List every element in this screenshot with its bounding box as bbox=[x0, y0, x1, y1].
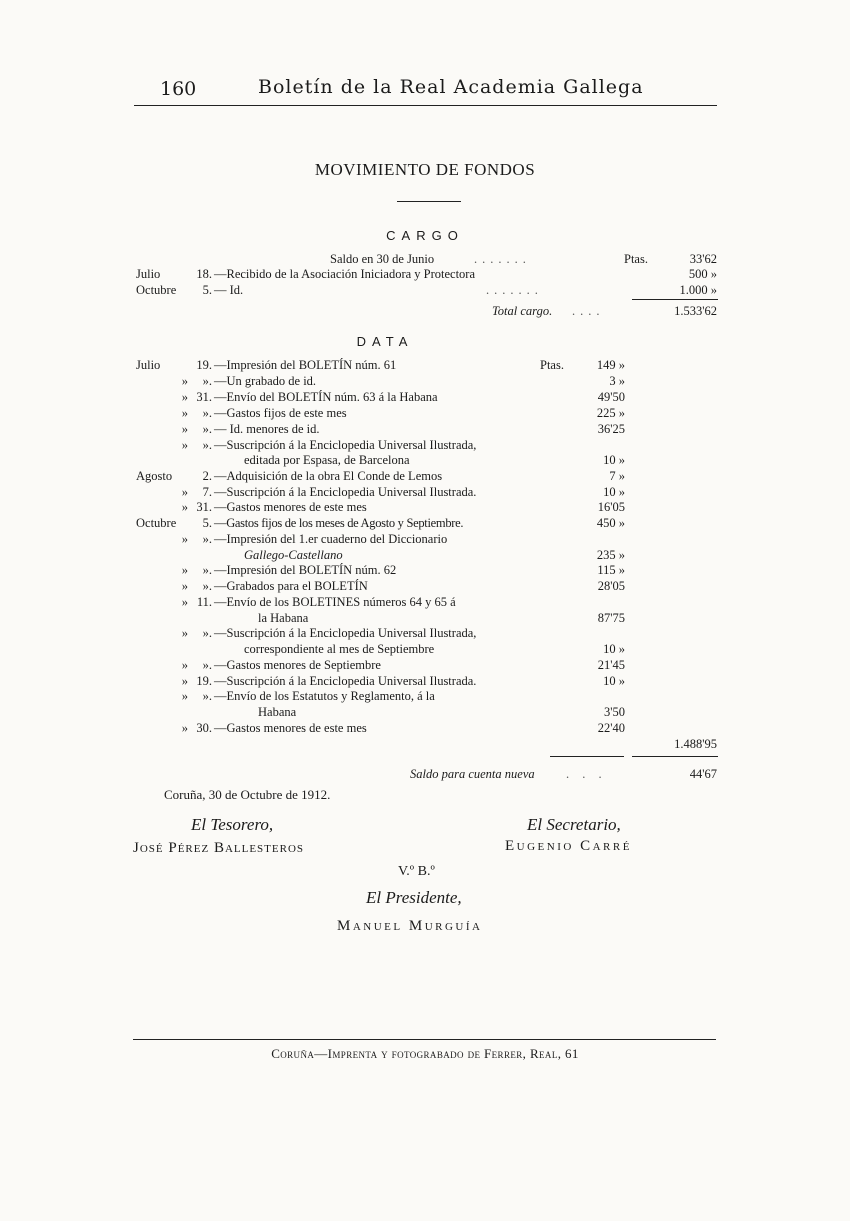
data-row-day: ». bbox=[202, 626, 212, 640]
data-row-day: 31. bbox=[196, 390, 212, 404]
data-row-month: » bbox=[181, 422, 188, 436]
data-row-day: ». bbox=[202, 658, 212, 672]
secretary-title: El Secretario, bbox=[527, 815, 621, 834]
data-row-amount: 16'05 bbox=[597, 500, 625, 514]
data-row-day: ». bbox=[202, 563, 212, 577]
data-row-amount: 7 » bbox=[609, 469, 625, 483]
data-row-text: —Gastos fijos de este mes bbox=[214, 406, 347, 420]
data-row-continuation: correspondiente al mes de Septiembre bbox=[244, 642, 435, 656]
data-row-day: ». bbox=[202, 422, 212, 436]
data-row-month: » bbox=[181, 406, 188, 420]
data-sum-rule bbox=[550, 756, 624, 757]
president-name: Manuel Murguía bbox=[337, 918, 483, 934]
page-title: MOVIMIENTO DE FONDOS bbox=[314, 160, 536, 179]
data-row-day: ». bbox=[202, 689, 212, 703]
page-number: 160 bbox=[160, 78, 197, 100]
data-row-month: » bbox=[181, 658, 188, 672]
data-row-month: Octubre bbox=[136, 516, 177, 530]
treasurer-title: El Tesorero, bbox=[191, 815, 274, 834]
cargo-row-day: 18. bbox=[196, 267, 212, 281]
opening-balance-label: Saldo en 30 de Junio bbox=[330, 252, 435, 266]
data-row-amount: 225 » bbox=[596, 406, 625, 420]
data-row-amount: 21'45 bbox=[597, 658, 625, 672]
data-row-month: » bbox=[181, 579, 188, 593]
data-row-amount: 115 » bbox=[597, 563, 625, 577]
data-row-text: —Gastos fijos de los meses de Agosto y Septiembre. bbox=[214, 516, 464, 530]
data-row-amount: 10 » bbox=[603, 485, 625, 499]
data-currency: Ptas. bbox=[540, 358, 564, 372]
data-row-amount: 49'50 bbox=[597, 390, 625, 404]
data-row-day: ». bbox=[202, 374, 212, 388]
data-row-amount: 10 » bbox=[603, 453, 625, 467]
data-row-month: » bbox=[181, 438, 188, 452]
data-row-month: » bbox=[181, 374, 188, 388]
data-row-month: » bbox=[181, 689, 188, 703]
data-row-month: » bbox=[181, 532, 188, 546]
data-sum-rule-right bbox=[632, 756, 718, 757]
data-row-amount: 3 » bbox=[609, 374, 625, 388]
data-row-amount: 36'25 bbox=[597, 422, 625, 436]
data-row-day: ». bbox=[202, 532, 212, 546]
data-row-month: » bbox=[181, 674, 188, 688]
data-row-text: —Impresión del BOLETÍN núm. 61 bbox=[214, 358, 397, 372]
data-row-text: —Impresión del BOLETÍN núm. 62 bbox=[214, 563, 397, 577]
data-row-day: 2. bbox=[202, 469, 212, 483]
footer-rule bbox=[133, 1039, 716, 1040]
treasurer-name: José Pérez Ballesteros bbox=[133, 840, 305, 856]
cargo-row-month: Octubre bbox=[136, 283, 177, 297]
cargo-row-text: — Id. bbox=[214, 283, 244, 297]
data-row-text: —Suscripción á la Enciclopedia Universal Ilustrada. bbox=[214, 485, 477, 499]
total-cargo-label: Total cargo. bbox=[492, 304, 553, 318]
cargo-row-amount: 1.000 » bbox=[679, 283, 717, 297]
data-row-month: Julio bbox=[136, 358, 161, 372]
data-row-text: —Gastos menores de este mes bbox=[214, 721, 367, 735]
data-row-text: —Gastos menores de este mes bbox=[214, 500, 367, 514]
data-row-month: » bbox=[181, 721, 188, 735]
data-row-month: » bbox=[181, 500, 188, 514]
data-row-day: 11. bbox=[196, 595, 212, 609]
data-row-day: ». bbox=[202, 438, 212, 452]
data-row-text: —Envío del BOLETÍN núm. 63 á la Habana bbox=[214, 390, 438, 404]
data-row-amount: 450 » bbox=[596, 516, 625, 530]
opening-balance-currency: Ptas. bbox=[624, 252, 648, 266]
president-title: El Presidente, bbox=[366, 888, 462, 907]
cargo-row-month: Julio bbox=[136, 267, 161, 281]
total-data-amount: 1.488'95 bbox=[674, 737, 717, 751]
data-row-text: —Envío de los BOLETINES números 64 y 65 á bbox=[214, 595, 456, 609]
data-row-day: 19. bbox=[196, 358, 212, 372]
data-row-continuation: Habana bbox=[258, 705, 297, 719]
data-heading: DATA bbox=[356, 334, 414, 349]
data-row-continuation: Gallego-Castellano bbox=[244, 548, 343, 562]
data-row-text: —Suscripción á la Enciclopedia Universal Ilustrada. bbox=[214, 674, 477, 688]
opening-balance-amount: 33'62 bbox=[689, 252, 717, 266]
data-row-text: —Un grabado de id. bbox=[214, 374, 317, 388]
data-row-amount: 3'50 bbox=[603, 705, 625, 719]
data-row-day: 7. bbox=[202, 485, 212, 499]
balance-amount: 44'67 bbox=[689, 767, 717, 781]
data-row-month: Agosto bbox=[136, 469, 173, 483]
cargo-row-text: —Recibido de la Asociación Iniciadora y Protectora bbox=[214, 267, 476, 281]
data-row-month: » bbox=[181, 485, 188, 499]
data-row-text: —Adquisición de la obra El Conde de Lemos bbox=[214, 469, 443, 483]
data-row-month: » bbox=[181, 595, 188, 609]
data-row-text: —Gastos menores de Septiembre bbox=[214, 658, 381, 672]
title-underline bbox=[397, 201, 461, 202]
header-rule bbox=[134, 105, 717, 106]
data-row-amount: 10 » bbox=[603, 642, 625, 656]
data-row-text: —Grabados para el BOLETÍN bbox=[214, 579, 368, 593]
cargo-sum-rule bbox=[632, 299, 718, 300]
data-row-day: 19. bbox=[196, 674, 212, 688]
data-row-text: — Id. menores de id. bbox=[214, 422, 320, 436]
cargo-row-amount: 500 » bbox=[688, 267, 717, 281]
data-row-continuation: la Habana bbox=[258, 611, 309, 625]
data-row-month: » bbox=[181, 390, 188, 404]
total-cargo-amount: 1.533'62 bbox=[674, 304, 717, 318]
data-row-amount: 10 » bbox=[603, 674, 625, 688]
data-row-amount: 22'40 bbox=[597, 721, 625, 735]
data-row-text: —Envío de los Estatutos y Reglamento, á la bbox=[214, 689, 435, 703]
data-row-amount: 235 » bbox=[596, 548, 625, 562]
data-row-day: 30. bbox=[196, 721, 212, 735]
data-row-month: » bbox=[181, 626, 188, 640]
data-row-day: 31. bbox=[196, 500, 212, 514]
cargo-row-day: 5. bbox=[202, 283, 212, 297]
data-row-amount: 28'05 bbox=[597, 579, 625, 593]
data-row-day: ». bbox=[202, 579, 212, 593]
data-row-text: —Impresión del 1.er cuaderno del Diccionario bbox=[214, 532, 448, 546]
printer-imprint: Coruña—Imprenta y fotograbado de Ferrer, Real, 61 bbox=[271, 1046, 579, 1061]
place-date: Coruña, 30 de Octubre de 1912. bbox=[164, 787, 331, 802]
data-row-amount: 87'75 bbox=[597, 611, 625, 625]
data-row-month: » bbox=[181, 563, 188, 577]
approval-mark: V.º B.º bbox=[398, 864, 435, 879]
data-row-text: —Suscripción á la Enciclopedia Universal Ilustrada, bbox=[214, 438, 477, 452]
cargo-heading: CARGO bbox=[386, 228, 464, 243]
data-row-day: ». bbox=[202, 406, 212, 420]
balance-label: Saldo para cuenta nueva bbox=[410, 767, 535, 781]
data-row-day: 5. bbox=[202, 516, 212, 530]
running-title: Boletín de la Real Academia Gallega bbox=[258, 76, 644, 98]
data-row-text: —Suscripción á la Enciclopedia Universal Ilustrada, bbox=[214, 626, 477, 640]
secretary-name: Eugenio Carré bbox=[505, 838, 632, 854]
data-row-continuation: editada por Espasa, de Barcelona bbox=[244, 453, 410, 467]
data-row-amount: 149 » bbox=[596, 358, 625, 372]
